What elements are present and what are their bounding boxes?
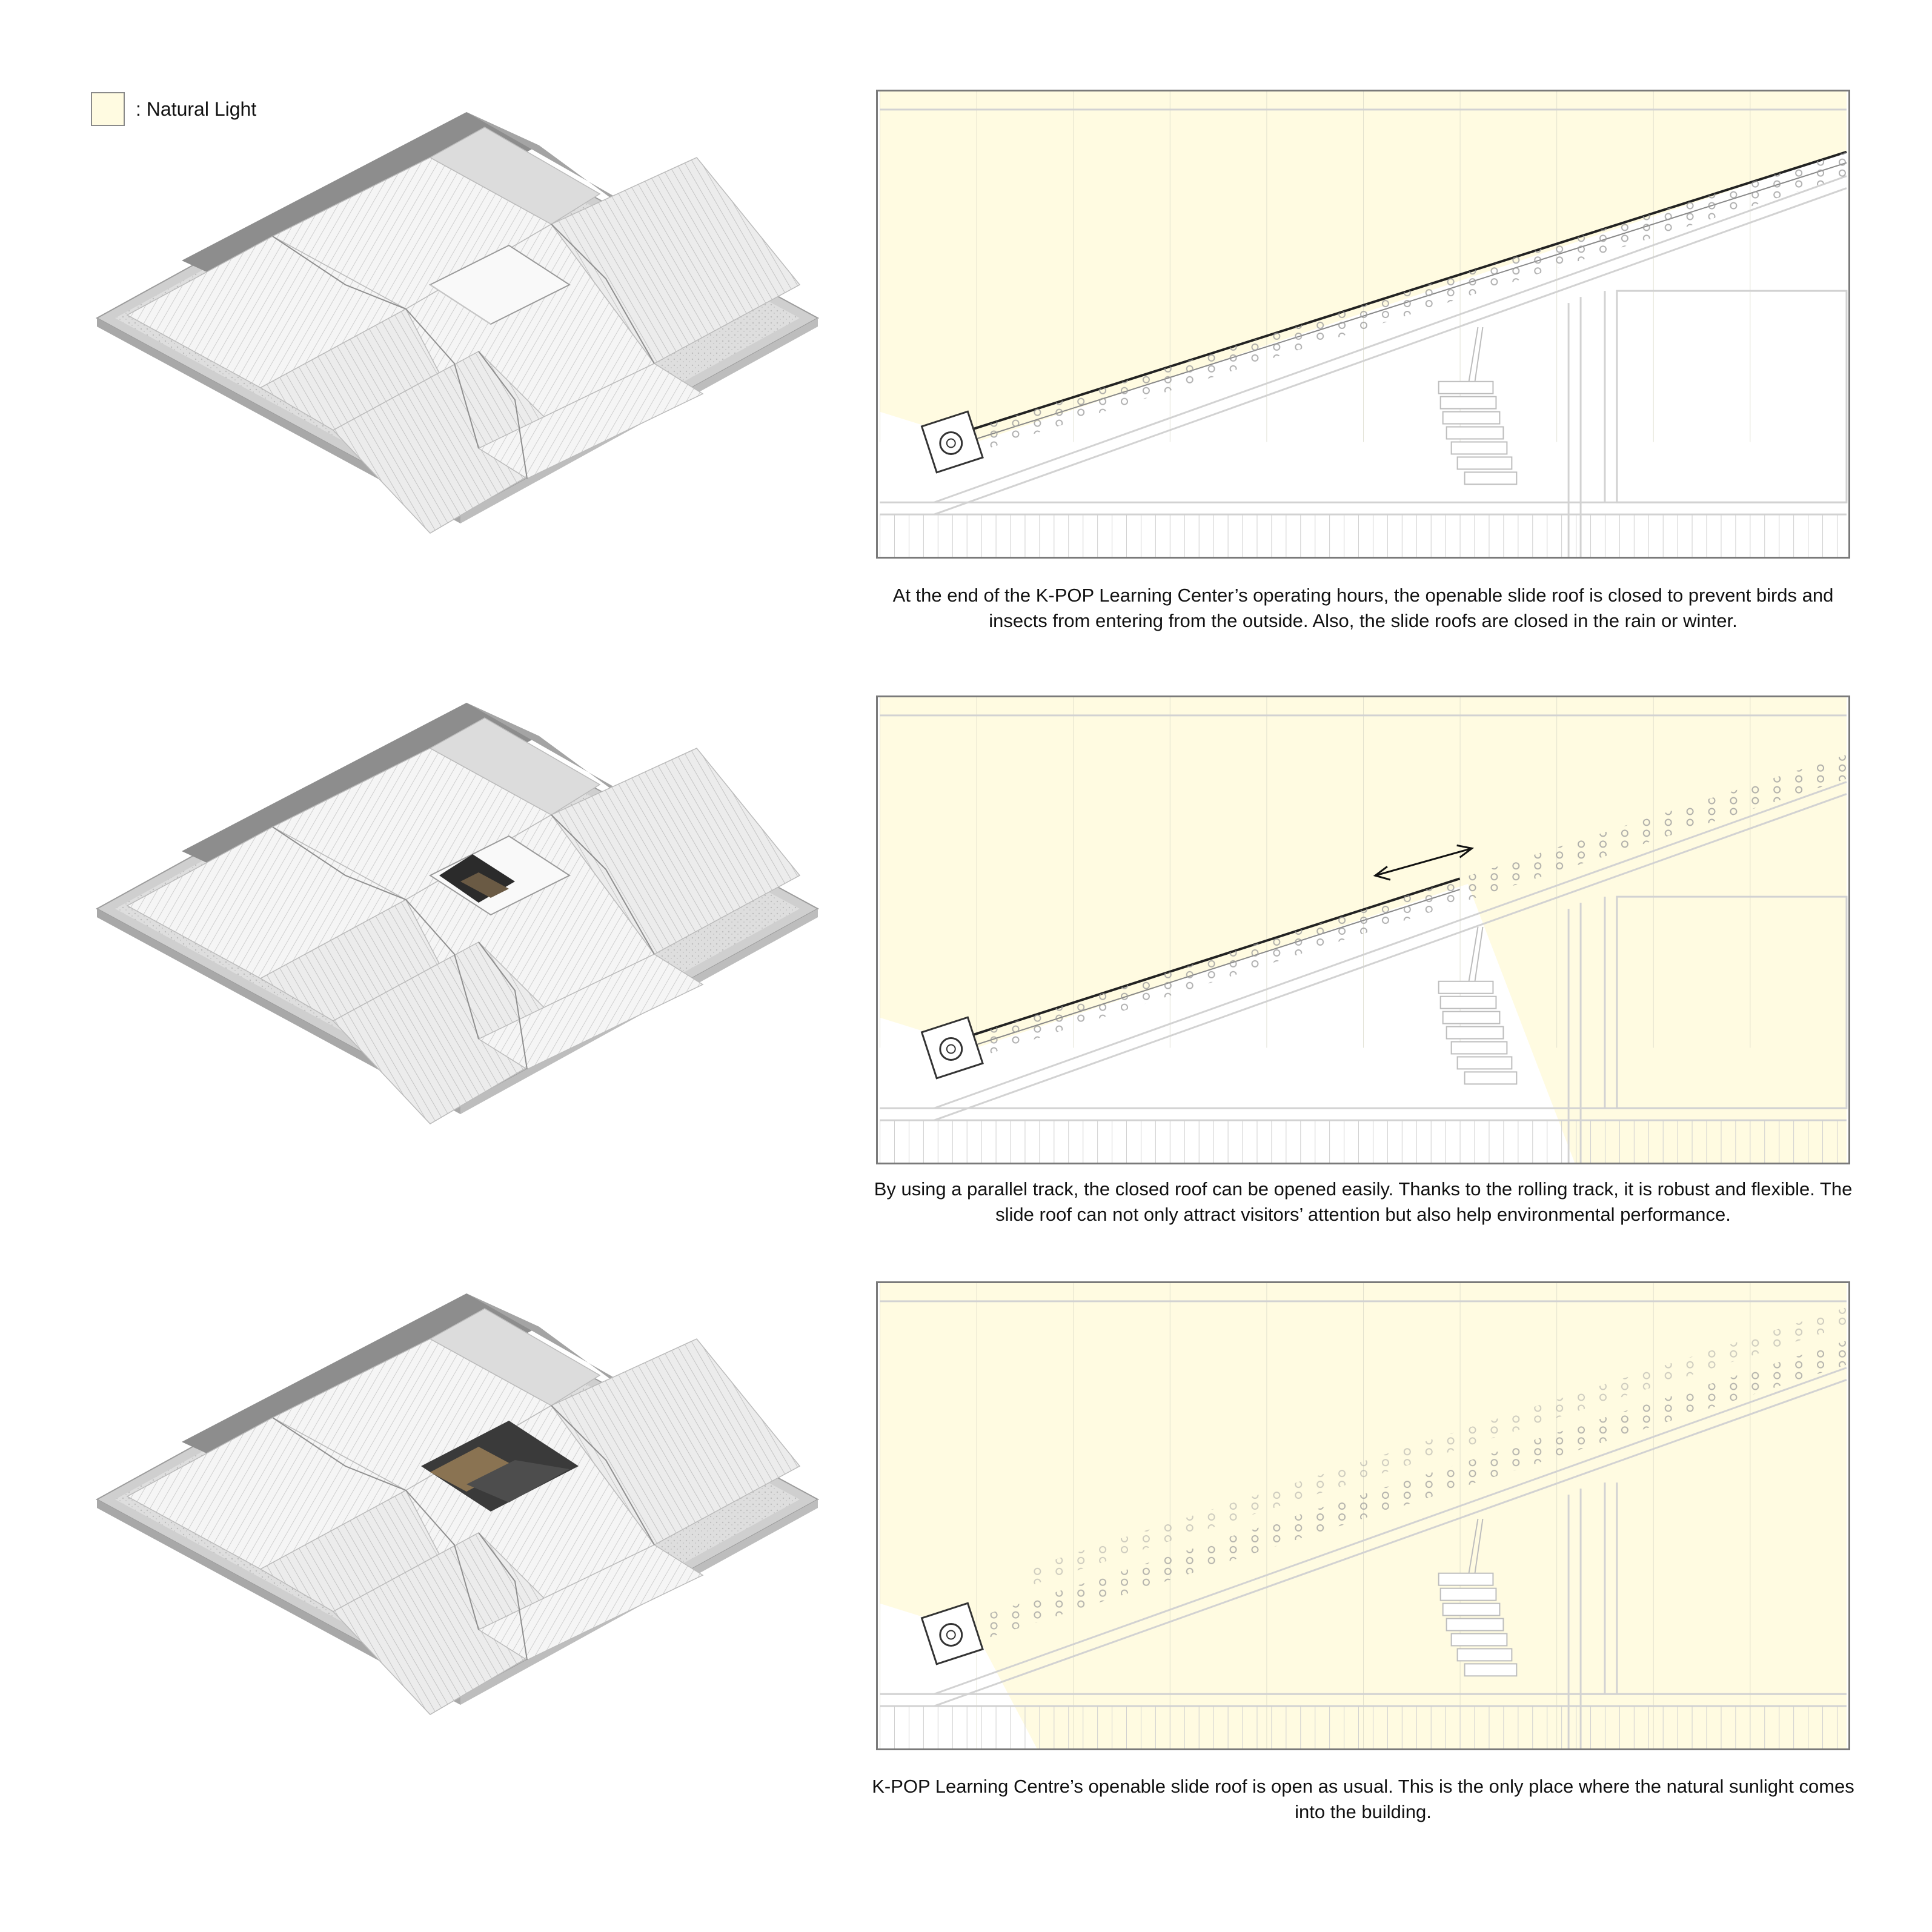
caption-opening: By using a parallel track, the closed roof can be opened easily. Thanks to the rolling track, it is robust and flexible. The slide roof can not only attract visitors’ attention but also help environmental performance. bbox=[874, 1178, 1853, 1225]
roof-axonometric-opening bbox=[91, 700, 842, 1172]
floor-pattern bbox=[880, 1706, 1847, 1748]
section-open bbox=[876, 1281, 1850, 1750]
floor-pattern bbox=[880, 1120, 1847, 1163]
roof-planes bbox=[127, 1309, 800, 1715]
legend-label: : Natural Light bbox=[136, 98, 257, 120]
roof-axonometric-closed bbox=[91, 109, 842, 582]
caption-open: K-POP Learning Centre’s openable slide roof is open as usual. This is the only place where the natural sunlight comes into the building. bbox=[872, 1776, 1854, 1822]
roof-planes bbox=[127, 718, 800, 1124]
floor-pattern bbox=[880, 514, 1847, 557]
roof-planes bbox=[127, 127, 800, 533]
section-opening bbox=[876, 695, 1850, 1164]
roof-axonometric-open bbox=[91, 1290, 842, 1763]
natural-light-area bbox=[880, 91, 1847, 442]
caption-closed: At the end of the K-POP Learning Center’s operating hours, the openable slide roof is closed to prevent birds and insects from entering from the outside. Also, the slide roofs are closed in the rain or winter. bbox=[892, 585, 1834, 631]
section-closed bbox=[876, 90, 1850, 559]
